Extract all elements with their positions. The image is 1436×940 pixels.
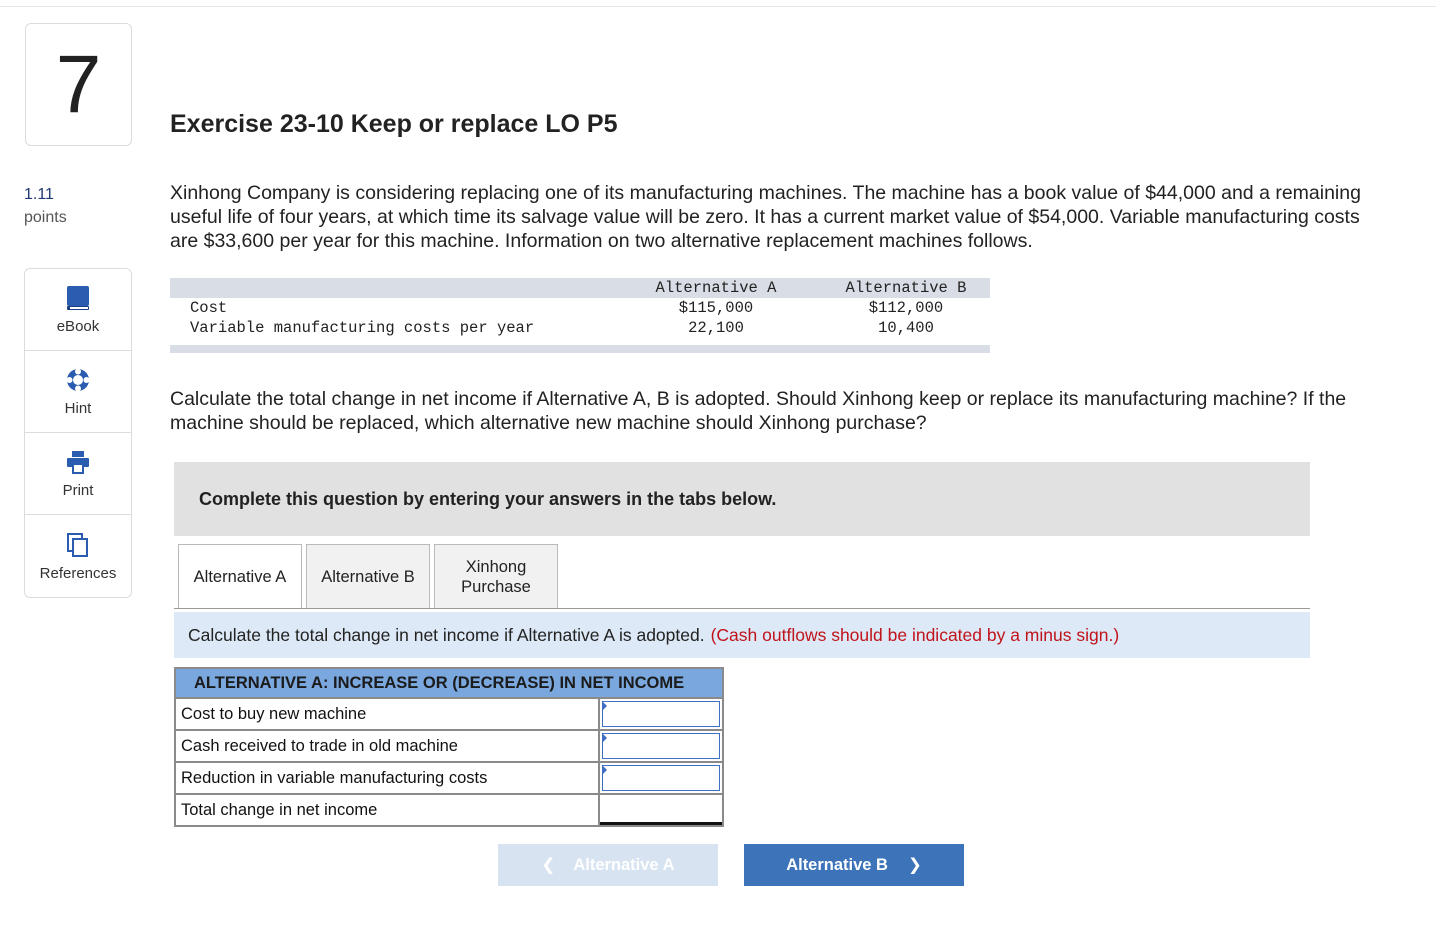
variable-costs-alternative-b: 10,400 xyxy=(878,319,934,337)
exercise-title: Exercise 23-10 Keep or replace LO P5 xyxy=(170,110,618,138)
row-label: Cost to buy new machine xyxy=(176,699,600,729)
references-label: References xyxy=(39,564,117,582)
ebook-button[interactable] xyxy=(25,269,131,351)
table-row xyxy=(174,731,724,763)
exercise-intro: Xinhong Company is considering replacing one of its manufacturing machines. The machine has a book value of $44,000 and a remaining useful life of four years, at which time its salvage value will be zero. It has a current market value of $54,000. Variable manufacturing costs are $33,600 per year for this machine. Information on two alternative replacement machines follows. xyxy=(170,182,1361,252)
chevron-left-icon: ❮ xyxy=(541,856,556,874)
next-tab-label: Alternative B xyxy=(786,855,888,874)
print-button[interactable] xyxy=(25,433,131,515)
table-row-total xyxy=(174,795,724,827)
question-text: Calculate the total change in net income if Alternative A, B is adopted. Should Xinhong keep or replace its manufacturing machine? If the machine should be replaced, which alternative new machine should Xinhong purchase? xyxy=(170,388,1347,434)
printer-icon xyxy=(64,448,92,476)
tools-panel xyxy=(24,268,132,598)
tab-alternative-a[interactable] xyxy=(178,544,302,609)
book-icon xyxy=(64,284,92,312)
instruction-text: Calculate the total change in net income if Alternative A is adopted. xyxy=(188,624,705,645)
points-label: points xyxy=(24,209,67,226)
cost-alternative-a: $115,000 xyxy=(678,299,754,317)
tab-divider xyxy=(174,608,1310,609)
hint-button[interactable] xyxy=(25,351,131,433)
previous-tab-button[interactable] xyxy=(498,844,718,886)
row-label: Cash received to trade in old machine xyxy=(176,731,600,761)
input-marker-icon xyxy=(602,733,607,743)
tab-label: Alternative B xyxy=(321,567,415,586)
header-alternative-b: Alternative B xyxy=(836,279,976,297)
ebook-label: eBook xyxy=(56,318,100,335)
reduction-variable-costs-input[interactable] xyxy=(602,765,720,791)
hint-label: Hint xyxy=(64,400,92,417)
references-button[interactable] xyxy=(25,515,131,597)
answer-table xyxy=(174,667,724,827)
input-marker-icon xyxy=(602,765,607,775)
top-divider xyxy=(0,6,1436,7)
table-row xyxy=(174,699,724,731)
chevron-right-icon: ❯ xyxy=(907,856,922,874)
complete-instructions-text: Complete this question by entering your answers in the tabs below. xyxy=(199,488,777,509)
info-table xyxy=(170,278,990,353)
next-tab-button[interactable] xyxy=(744,844,964,886)
question-number: 7 xyxy=(25,23,132,146)
print-label: Print xyxy=(62,482,94,499)
info-table-header xyxy=(170,278,990,298)
tab-label: Alternative A xyxy=(193,568,287,586)
answer-tabs xyxy=(178,544,562,609)
table-bottom-bar xyxy=(170,345,990,353)
cost-alternative-b: $112,000 xyxy=(868,299,944,317)
table-row xyxy=(170,318,990,338)
table-row xyxy=(170,298,990,318)
cost-to-buy-input[interactable] xyxy=(602,701,720,727)
row-label: Total change in net income xyxy=(176,795,600,825)
points-value: 1.11 xyxy=(24,186,54,203)
input-marker-icon xyxy=(602,701,607,711)
row-label: Reduction in variable manufacturing costs xyxy=(176,763,600,793)
tab-alternative-b[interactable] xyxy=(306,544,430,608)
answer-table-header: ALTERNATIVE A: INCREASE OR (DECREASE) IN NET INCOME xyxy=(174,667,724,699)
instruction-note: (Cash outflows should be indicated by a minus sign.) xyxy=(710,624,1120,645)
row-label-cost: Cost xyxy=(190,299,228,317)
total-change-value xyxy=(600,795,722,825)
tab-xinhong-purchase[interactable] xyxy=(434,544,558,608)
complete-instructions xyxy=(174,462,1310,536)
header-alternative-a: Alternative A xyxy=(655,279,777,297)
lifebuoy-icon xyxy=(64,366,92,394)
previous-tab-label: Alternative A xyxy=(573,855,675,874)
table-row xyxy=(174,763,724,795)
tab-label: Xinhong Purchase xyxy=(461,557,531,596)
tab-instruction xyxy=(174,612,1310,658)
copy-icon xyxy=(64,531,92,559)
cash-received-input[interactable] xyxy=(602,733,720,759)
variable-costs-alternative-a: 22,100 xyxy=(688,319,744,337)
row-label-variable-costs: Variable manufacturing costs per year xyxy=(190,319,535,337)
